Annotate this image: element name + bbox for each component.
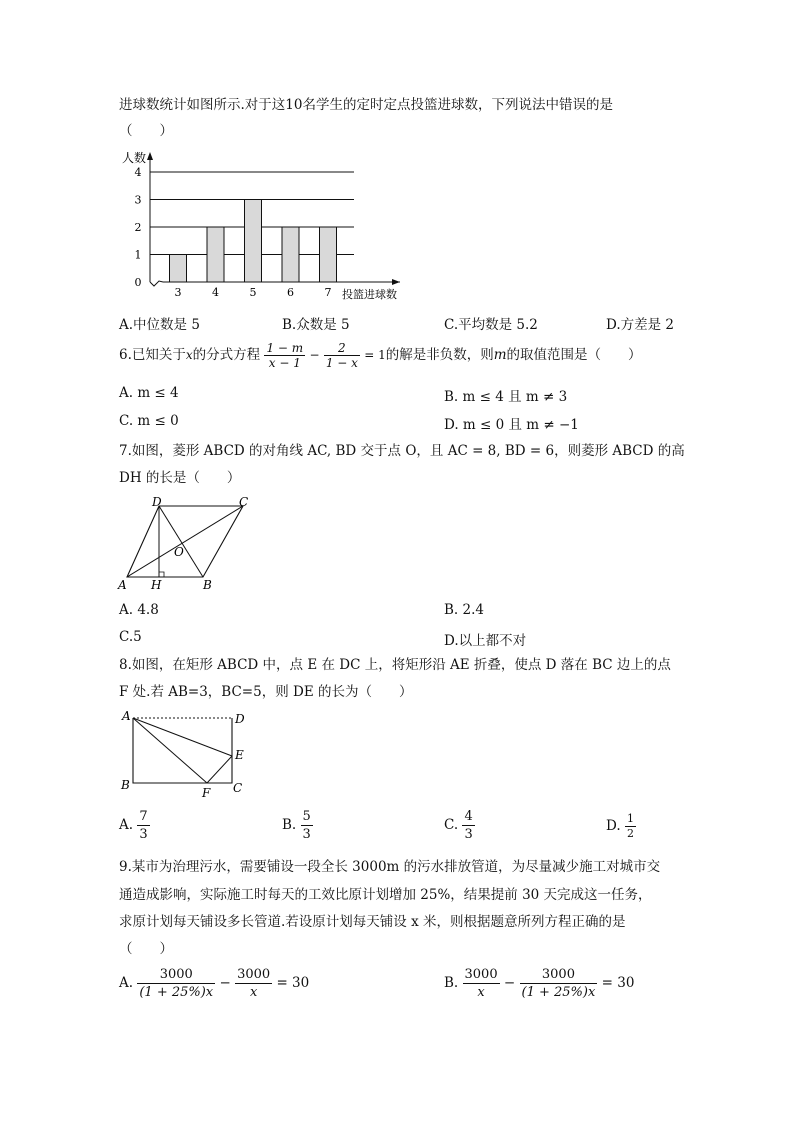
q9-b-equals: = 30	[601, 975, 635, 991]
y-tick-label: 1	[134, 248, 142, 262]
q9-option-a-label: A.	[119, 975, 134, 991]
q9-b-f2-den: (1 + 25%)x	[521, 985, 596, 1000]
q8-option-a-fraction	[137, 808, 149, 843]
diagonal-ac	[127, 506, 243, 577]
chart-ylabel: 人数	[122, 151, 147, 165]
q9-stem-line1: 9.某市为治理污水，需要铺设一段全长 3000m 的污水排放管道，为尽量减少施工对城市交	[119, 859, 661, 875]
label-o: O	[174, 545, 184, 559]
q8-option-a	[119, 808, 150, 843]
x-tick-label: 5	[249, 286, 257, 299]
q6-minus: −	[309, 348, 320, 362]
q8-b-num: 5	[302, 809, 311, 824]
label-a: A	[118, 578, 127, 592]
q9-a-f1-num: 3000	[137, 966, 215, 984]
q9-b-fraction-2	[520, 966, 598, 1001]
q8-stem-line1: 8.如图，在矩形 ABCD 中，点 E 在 DC 上，将矩形沿 AE 折叠，使点 D 落在 BC 边上的点	[119, 657, 671, 673]
q6-var-m: m	[493, 347, 507, 363]
label-b: B	[121, 778, 130, 792]
q9-a-minus: −	[219, 975, 231, 991]
chart-xticks	[175, 286, 332, 299]
q8-b-den: 3	[302, 827, 311, 842]
q9-stem-line2: 通造成影响，实际施工时每天的工效比原计划增加 25%，结果提前 30 天完成这一任务，	[119, 887, 652, 903]
q9-a-f1-den: (1 + 25%)x	[139, 985, 214, 1000]
label-h: H	[151, 578, 162, 592]
q6-fraction-2	[324, 341, 360, 370]
y-tick-label: 0	[134, 276, 142, 289]
right-angle-mark	[159, 572, 164, 577]
x-axis-arrow	[392, 279, 400, 285]
q7-option-d: D.以上都不对	[444, 633, 527, 649]
q8-d-num: 1	[626, 812, 634, 825]
q5-stem-line1: 进球数统计如图所示.对于这10名学生的定时定点投篮进球数，下列说法中错误的是	[119, 97, 613, 113]
bar	[245, 200, 262, 283]
y-tick-label: 3	[134, 193, 142, 207]
rhombus-figure	[115, 495, 255, 595]
label-f: F	[202, 786, 211, 800]
x-tick-label: 7	[324, 286, 332, 299]
q8-option-c-label: C.	[444, 817, 459, 833]
q9-a-fraction-2	[235, 966, 272, 1001]
axis-break	[150, 281, 163, 286]
label-b: B	[203, 578, 212, 592]
label-c: C	[239, 495, 249, 509]
label-d: D	[152, 495, 162, 509]
chart-bars	[170, 200, 337, 283]
label-c: C	[233, 781, 243, 795]
q6-fraction-1	[264, 341, 305, 370]
chart-yticks	[135, 166, 142, 289]
q9-a-f2-den: x	[249, 985, 258, 1000]
q9-stem-line3: 求原计划每天铺设多长管道.若设原计划每天铺设 x 米，则根据题意所列方程正确的是	[119, 914, 626, 930]
q5-option-c: C.平均数是 5.2	[444, 317, 538, 333]
q8-a-den: 3	[139, 827, 148, 842]
q8-a-num: 7	[139, 809, 148, 824]
label-d: D	[235, 712, 245, 726]
q6-frac2-num: 2	[324, 341, 360, 356]
q7-stem-line1: 7.如图，菱形 ABCD 的对角线 AC, BD 交于点 O，且 AC = 8, BD = 6，则菱形 ABCD 的高	[119, 443, 685, 459]
segment-fe	[207, 756, 232, 783]
q9-option-b	[444, 966, 634, 1001]
q9-b-f1-num: 3000	[464, 967, 498, 982]
q8-option-d	[606, 812, 636, 841]
q6-var-x: x	[185, 348, 193, 362]
q9-b-f2-num: 3000	[520, 966, 598, 984]
q7-option-b: B. 2.4	[444, 602, 484, 618]
q8-option-d-label: D.	[606, 818, 621, 834]
q8-option-d-fraction	[625, 812, 636, 841]
q9-b-minus: −	[503, 975, 516, 991]
q6-option-c: C. m ≤ 0	[119, 413, 179, 429]
bar	[207, 227, 224, 282]
label-a: A	[122, 709, 131, 723]
q6-stem	[119, 340, 642, 370]
label-e: E	[235, 748, 244, 762]
q6-frac2-den: 1 − x	[325, 356, 358, 370]
fold-line-ae	[133, 718, 232, 756]
q9-b-f1-den: x	[477, 985, 485, 1000]
q6-option-a: A. m ≤ 4	[119, 385, 179, 401]
q9-a-f2-num: 3000	[237, 967, 271, 982]
q5-option-d: D.方差是 2	[606, 317, 675, 333]
q9-option-a	[119, 966, 309, 1001]
q6-suffix2: 的取值范围是（ ）	[506, 347, 642, 363]
q8-option-c-fraction	[462, 808, 474, 843]
y-axis-arrow	[147, 152, 153, 160]
q8-c-num: 4	[464, 809, 473, 824]
y-tick-label: 2	[134, 221, 142, 234]
x-tick-label: 4	[212, 286, 219, 299]
q9-b-fraction-1	[463, 966, 500, 1001]
segment-af	[133, 718, 207, 783]
rectangle-fold-figure	[115, 706, 255, 800]
q5-option-a: A.中位数是 5	[119, 317, 200, 333]
y-tick-label: 4	[134, 166, 142, 179]
bar-chart	[108, 148, 418, 306]
q8-option-b-fraction	[301, 808, 313, 843]
q9-answer-paren: （ ）	[119, 941, 173, 957]
q8-option-b	[282, 808, 313, 843]
bar	[320, 227, 337, 282]
bar	[282, 227, 299, 282]
x-tick-label: 3	[174, 286, 182, 299]
q6-frac1-den: x − 1	[268, 356, 301, 370]
q6-suffix1: 的解是非负数，则	[385, 347, 494, 363]
bar	[170, 255, 187, 283]
q8-stem-line2: F 处.若 AB=3，BC=5，则 DE 的长为（ ）	[119, 684, 413, 700]
q6-prefix: 6.已知关于	[119, 347, 186, 363]
diagonal-bd	[159, 506, 203, 577]
q9-a-equals: = 30	[276, 975, 310, 991]
q6-option-d: D. m ≤ 0 且 m ≠ −1	[444, 417, 579, 433]
q6-option-b: B. m ≤ 4 且 m ≠ 3	[444, 389, 568, 405]
q6-frac1-num: 1 − m	[266, 341, 304, 355]
q5-option-b: B.众数是 5	[282, 317, 350, 333]
q6-equals: = 1	[364, 348, 386, 362]
q8-option-b-label: B.	[282, 817, 297, 833]
q9-a-fraction-1	[137, 966, 215, 1001]
chart-xlabel: 投篮进球数	[342, 288, 397, 301]
q5-answer-paren: （ ）	[119, 123, 173, 139]
q8-option-a-label: A.	[119, 817, 134, 833]
q7-option-c: C.5	[119, 629, 142, 645]
q8-d-den: 2	[626, 827, 634, 840]
q7-option-a: A. 4.8	[119, 602, 159, 618]
x-tick-label: 6	[287, 286, 294, 299]
q8-option-c	[444, 808, 475, 843]
q7-stem-line2: DH 的长是（ ）	[119, 470, 241, 486]
q6-mid: 的分式方程	[192, 347, 261, 363]
q9-option-b-label: B.	[444, 975, 459, 991]
q8-c-den: 3	[464, 827, 473, 842]
